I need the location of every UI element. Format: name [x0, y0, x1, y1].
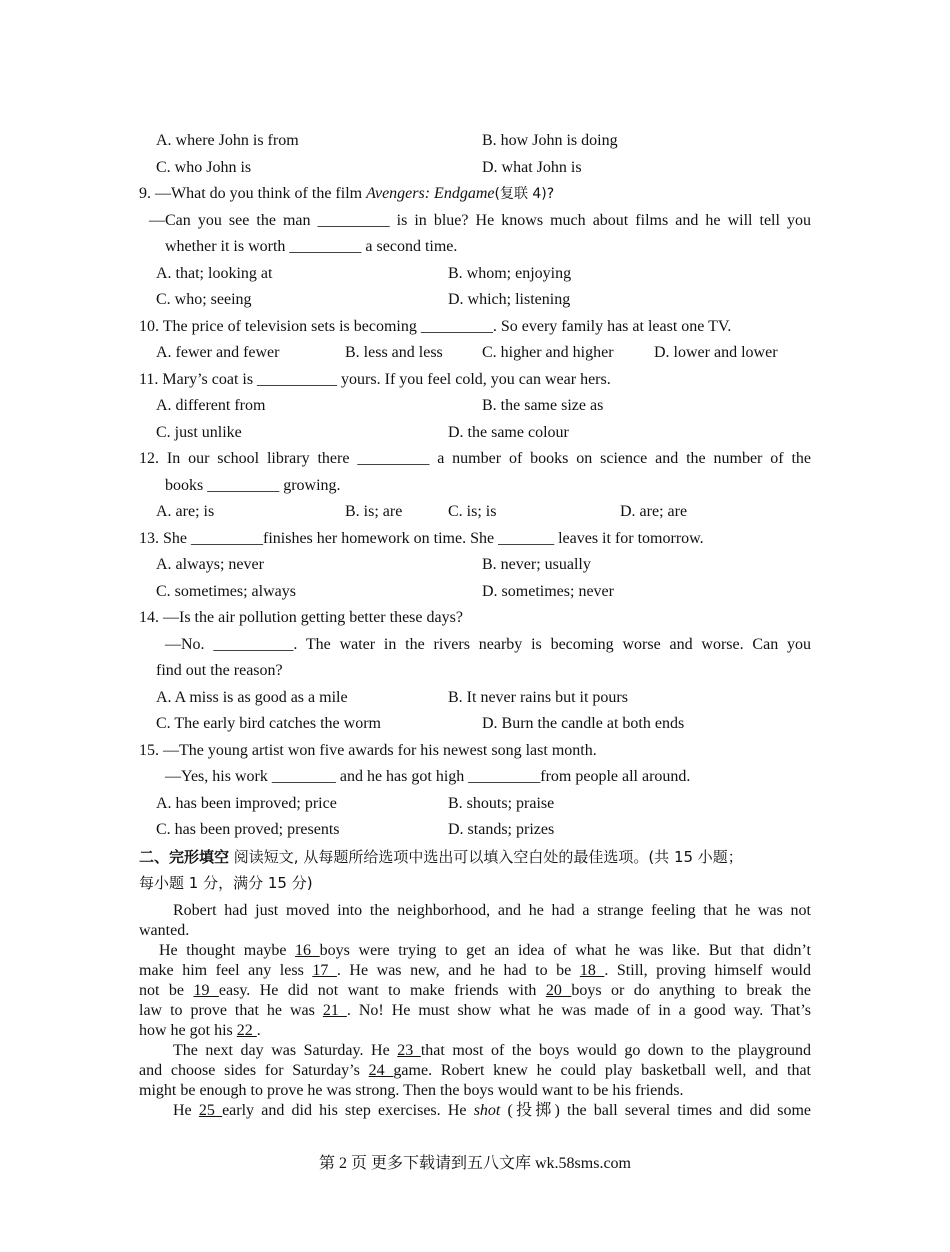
section2-title: 二、完形填空 — [139, 847, 230, 866]
exam-page — [139, 128, 811, 1121]
q14-option-d: D. Burn the candle at both ends — [482, 715, 685, 732]
text: He — [173, 1101, 199, 1119]
passage-p2-line1 — [139, 941, 811, 961]
q9-option-c: C. who; seeing — [156, 291, 252, 308]
q13-option-d: D. sometimes; never — [482, 582, 614, 600]
q9-option-a: A. that; looking at — [156, 264, 273, 282]
text: . — [256, 1021, 261, 1039]
q9-option-b: B. whom; enjoying — [448, 264, 572, 282]
blank-21: 21 — [322, 1001, 347, 1019]
q10-option-a: A. fewer and fewer — [156, 344, 280, 361]
passage-p1-line2: wanted. — [139, 921, 190, 939]
q13-options-row2 — [139, 579, 811, 606]
page-footer: 第 2 页 更多下载请到五八文库 wk.58sms.com — [318, 1155, 631, 1172]
q14-options-row1 — [139, 685, 811, 712]
q15-line1: 15. —The young artist won five awards for his newest song last month. — [139, 741, 597, 759]
q9-stem-pre: 9. —What do you think of the film — [139, 185, 367, 202]
text: The next day was Saturday. He — [173, 1041, 398, 1059]
q8-options-row1 — [139, 128, 811, 155]
q9-film-title: Avengers: Endgame — [366, 185, 495, 202]
text: . No! He must show what he was made of in a good way. That’s — [346, 1001, 811, 1019]
text: . Still, proving himself would — [604, 961, 811, 979]
passage-p1-line1: Robert had just moved into the neighborhood, and he had a strange feeling that he was not — [173, 901, 811, 919]
q12-option-c: C. is; is — [448, 503, 497, 520]
text: how he got his — [139, 1021, 237, 1039]
q11-options-row1 — [139, 393, 811, 420]
q8-option-b: B. how John is doing — [482, 132, 618, 149]
q9-line2: —Can you see the man _________ is in blue? He knows much about films and he will tell you — [149, 211, 811, 229]
q10-option-d: D. lower and lower — [654, 344, 778, 361]
passage-p2-line5 — [139, 1021, 811, 1041]
q13-option-a: A. always; never — [156, 556, 264, 573]
text: . He was new, and he had to be — [336, 961, 580, 979]
blank-22: 22 — [236, 1021, 257, 1039]
passage-p3-line3: might be enough to prove he was strong. Then the boys would want to be his friends. — [139, 1081, 684, 1099]
blank-18: 18 — [579, 961, 605, 979]
q15-option-b: B. shouts; praise — [448, 794, 555, 812]
section2-instructions-line2: 每小题 1 分，满分 15 分) — [139, 874, 313, 892]
q11-option-c: C. just unlike — [156, 423, 242, 441]
q11-option-b: B. the same size as — [482, 397, 604, 414]
q9-options-row2 — [139, 287, 811, 314]
text: early and did his step exercises. He — [222, 1101, 474, 1119]
q13-option-b: B. never; usually — [482, 556, 591, 573]
q15-option-a: A. has been improved; price — [156, 794, 337, 812]
section2-heading — [139, 844, 829, 871]
q12-option-a: A. are; is — [156, 503, 215, 520]
section2-instructions: 阅读短文, 从每题所给选项中选出可以填入空白处的最佳选项。(共 15 小题； — [229, 847, 743, 866]
blank-23: 23 — [397, 1041, 421, 1059]
q14-option-c: C. The early bird catches the worm — [156, 715, 381, 732]
word-shot: shot — [473, 1101, 501, 1119]
q14-options-row2 — [139, 711, 811, 738]
q12-options — [139, 499, 811, 526]
q13-option-c: C. sometimes; always — [156, 582, 296, 600]
text: make him feel any less — [139, 961, 313, 979]
q14-line1: 14. —Is the air pollution getting better these days? — [139, 609, 463, 626]
q15-options-row2 — [139, 817, 811, 844]
passage-p3-line1 — [139, 1041, 811, 1061]
q11-option-d: D. the same colour — [448, 423, 569, 441]
text: law to prove that he was — [139, 1001, 323, 1019]
text: boys were trying to get an idea of what he was like. But that didn’t — [319, 941, 811, 959]
q10-option-c: C. higher and higher — [482, 344, 614, 361]
blank-25: 25 — [198, 1101, 223, 1119]
q13-stem: 13. She _________finishes her homework on time. She _______ leaves it for tomorrow. — [139, 529, 704, 547]
passage-p4-line1 — [139, 1101, 811, 1121]
q8-option-a: A. where John is from — [156, 132, 299, 149]
q13-options-row1 — [139, 552, 811, 579]
q15-options-row1 — [139, 791, 811, 818]
q9-options-row1 — [139, 261, 811, 288]
text: game. Robert knew he could play basketball well, and that — [393, 1061, 811, 1079]
q9-stem — [139, 181, 811, 208]
q14-line2: —No. __________. The water in the rivers nearby is becoming worse and worse. Can you — [165, 635, 811, 653]
passage-p2-line2 — [139, 961, 811, 981]
q11-stem: 11. Mary’s coat is __________ yours. If you feel cold, you can wear hers. — [139, 370, 611, 388]
blank-16: 16 — [295, 941, 320, 959]
q8-option-d: D. what John is — [482, 158, 582, 176]
passage-p3-line2 — [139, 1061, 811, 1081]
q14-option-a: A. A miss is as good as a mile — [156, 688, 348, 706]
q9-option-d: D. which; listening — [448, 291, 571, 308]
q14-option-b: B. It never rains but it pours — [448, 688, 628, 706]
q8-options-row2 — [139, 155, 811, 182]
text: (投掷) the ball several times and did some — [500, 1101, 811, 1119]
q14-line3: find out the reason? — [156, 662, 283, 679]
q11-option-a: A. different from — [156, 397, 266, 414]
q12-option-d: D. are; are — [620, 503, 688, 520]
blank-19: 19 — [193, 981, 219, 999]
q15-option-c: C. has been proved; presents — [156, 821, 340, 838]
text: He thought maybe — [159, 941, 296, 959]
q15-option-d: D. stands; prizes — [448, 821, 555, 838]
passage-p2-line3 — [139, 981, 811, 1001]
q9-line3: whether it is worth _________ a second time. — [165, 238, 458, 255]
blank-24: 24 — [368, 1061, 394, 1079]
blank-17: 17 — [312, 961, 337, 979]
q9-stem-post: (复联 4)? — [494, 186, 555, 202]
q12-line1: 12. In our school library there _________ a number of books on science and the number of the — [139, 450, 811, 467]
passage-p2-line4 — [139, 1001, 811, 1021]
text: boys or do anything to break the — [571, 981, 811, 999]
q8-option-c: C. who John is — [156, 158, 252, 176]
text: that most of the boys would go down to the playground — [420, 1041, 811, 1059]
text: and choose sides for Saturday’s — [139, 1061, 369, 1079]
text: not be — [139, 981, 194, 999]
q10-option-b: B. less and less — [345, 344, 443, 361]
q10-options — [139, 340, 811, 367]
q10-stem: 10. The price of television sets is becoming _________. So every family has at least one TV. — [139, 317, 732, 335]
q11-options-row2 — [139, 420, 811, 447]
blank-20: 20 — [545, 981, 572, 999]
q12-option-b: B. is; are — [345, 503, 403, 520]
q12-line2: books _________ growing. — [165, 476, 341, 494]
q15-line2: —Yes, his work ________ and he has got high _________from people all around. — [165, 768, 691, 785]
text: easy. He did not want to make friends with — [218, 981, 546, 999]
